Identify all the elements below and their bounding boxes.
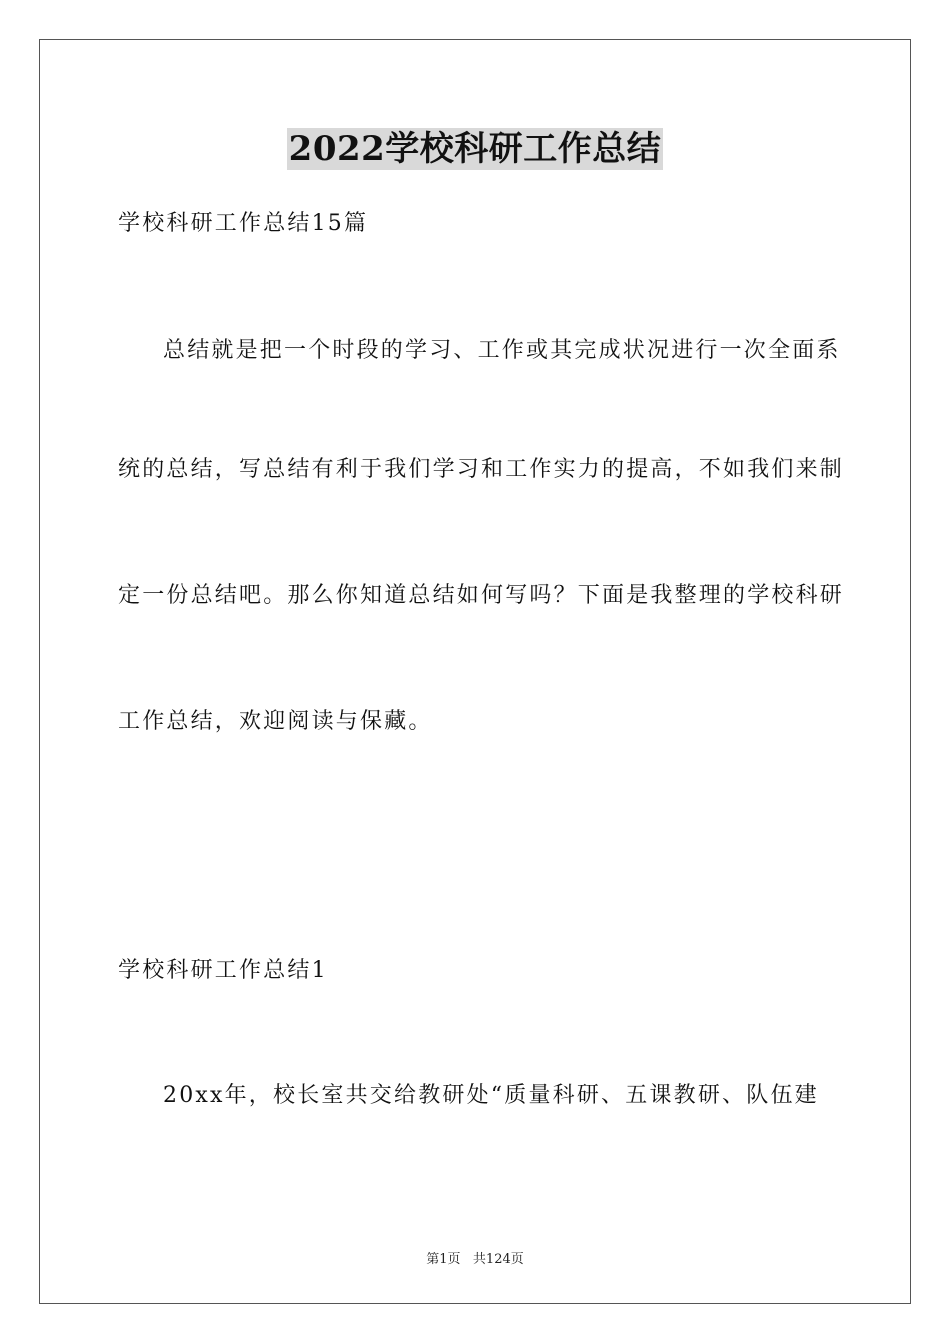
- intro-paragraph-line: 定一份总结吧。那么你知道总结如何写吗？下面是我整理的学校科研: [118, 583, 845, 608]
- title-container: [0, 128, 950, 170]
- intro-paragraph-line: 总结就是把一个时段的学习、工作或其完成状况进行一次全面系: [163, 338, 841, 363]
- document-title: 2022学校科研工作总结: [288, 129, 662, 169]
- page-total: 共124页: [472, 1252, 524, 1267]
- page-footer: [0, 1248, 950, 1267]
- section-heading: 学校科研工作总结1: [118, 958, 328, 983]
- intro-paragraph-line: 工作总结，欢迎阅读与保藏。: [118, 709, 433, 734]
- section-paragraph-line: 20xx年，校长室共交给教研处“质量科研、五课教研、队伍建: [163, 1083, 819, 1108]
- intro-paragraph-line: 统的总结，写总结有利于我们学习和工作实力的提高，不如我们来制: [118, 457, 845, 482]
- document-subtitle: 学校科研工作总结15篇: [118, 211, 369, 236]
- page-number: 第1页: [426, 1252, 461, 1267]
